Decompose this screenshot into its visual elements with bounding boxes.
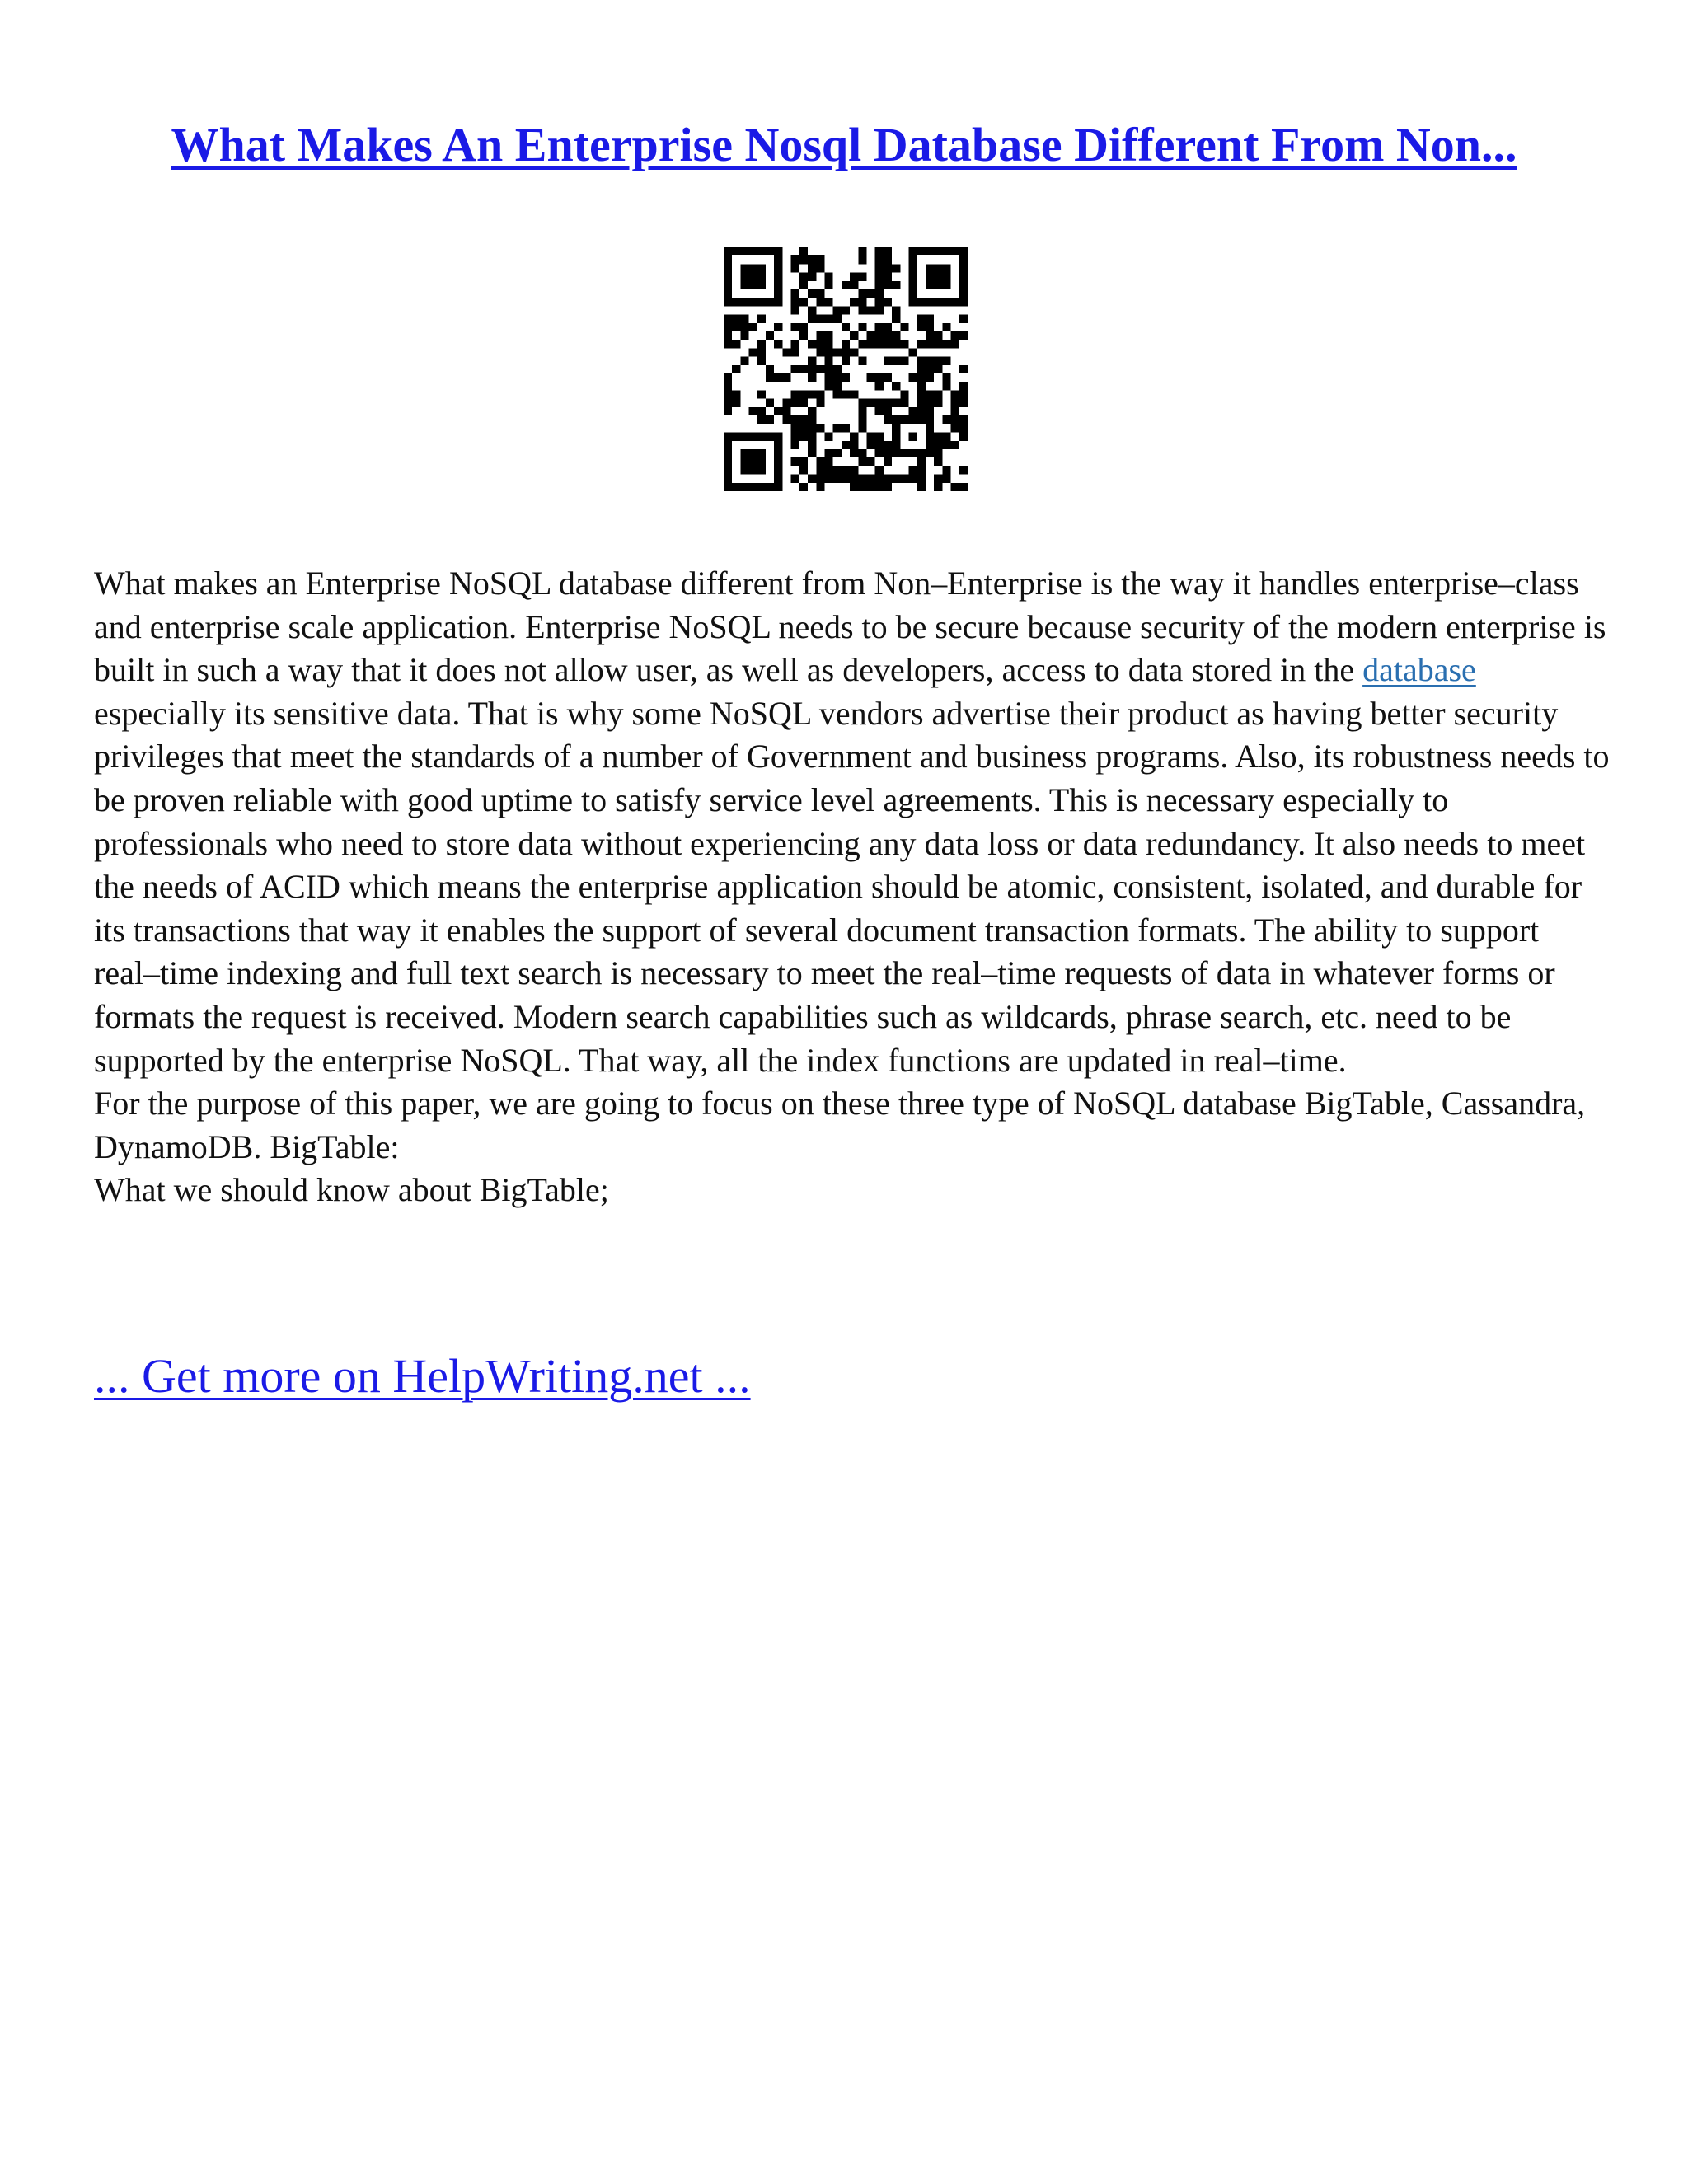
document-title	[0, 115, 1688, 175]
database-link[interactable]: database	[1362, 651, 1476, 689]
article-body	[94, 562, 1611, 1212]
paragraph-3: What we should know about BigTable;	[94, 1171, 609, 1209]
paragraph-1-text-a: What makes an Enterprise NoSQL database different from Non–Enterprise is the way it handles enterprise–class and enterprise scale application. Enterprise NoSQL needs to be secure because security of the modern enterprise is built in such a way that it does not allow user, as well as developers, access to data stored in the	[94, 565, 1606, 689]
qr-code-icon	[724, 247, 968, 491]
get-more-container	[94, 1347, 751, 1406]
paragraph-1-text-b: especially its sensitive data. That is why some NoSQL vendors advertise their product as having better security privileges that meet the standards of a number of Government and business programs. Also, its robustness needs to be proven reliable with good uptime to satisfy service level agreements. This is necessary especially to professionals who need to store data without experiencing any data loss or data redundancy. It also needs to meet the needs of ACID which means the enterprise application should be atomic, consistent, isolated, and durable for its transactions that way it enables the support of several document transaction formats. The ability to support real–time indexing and full text search is necessary to meet the real–time requests of data in whatever forms or formats the request is received. Modern search capabilities such as wildcards, phrase search, etc. need to be supported by the enterprise NoSQL. That way, all the index functions are updated in real–time.	[94, 694, 1610, 1079]
title-link[interactable]: What Makes An Enterprise Nosql Database Different From Non...	[171, 118, 1517, 171]
paragraph-1	[94, 562, 1611, 1082]
get-more-link[interactable]: ... Get more on HelpWriting.net ...	[94, 1349, 751, 1403]
paragraph-2: For the purpose of this paper, we are going to focus on these three type of NoSQL database BigTable, Cassandra, DynamoDB. BigTable:	[94, 1085, 1586, 1165]
